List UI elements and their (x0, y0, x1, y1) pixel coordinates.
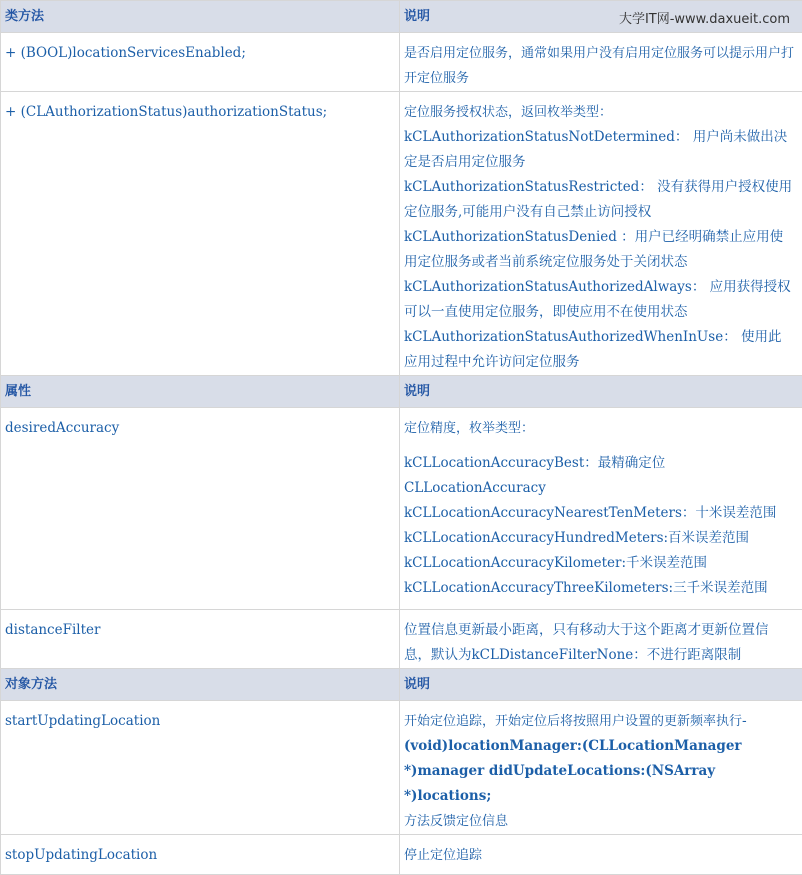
enum-line: kCLAuthorizationStatusNotDetermined： 用户尚未做出决定是否启用定位服务 (404, 125, 794, 175)
property-description: 位置信息更新最小距离，只有移动大于这个距离才更新位置信息，默认为kCLDistanceFilterNone：不进行距离限制 (400, 610, 802, 669)
delegate-signature: (void)locationManager:(CLLocationManager *)manager didUpdateLocations:(NSArray *)locations; (404, 738, 742, 804)
enum-line: CLLocationAccuracy (404, 476, 794, 501)
property-name: desiredAccuracy (1, 408, 400, 610)
enum-line: kCLLocationAccuracyBest：最精确定位 (404, 451, 794, 476)
enum-line: kCLAuthorizationStatusAuthorizedAlways： 应用获得授权可以一直使用定位服务，即使应用不在使用状态 (404, 275, 794, 325)
method-description: 是否启用定位服务，通常如果用户没有启用定位服务可以提示用户打开定位服务 (400, 33, 802, 92)
header-description: 说明 (400, 1, 802, 33)
method-name: + (BOOL)locationServicesEnabled; (1, 33, 400, 92)
method-name: startUpdatingLocation (1, 701, 400, 835)
table-row (1, 610, 802, 669)
header-class-methods: 类方法 (1, 1, 400, 33)
method-description: 停止定位追踪 (400, 835, 802, 875)
property-description (400, 408, 802, 610)
table-row (1, 701, 802, 835)
section-header-properties (1, 376, 802, 408)
section-header-object-methods (1, 669, 802, 701)
description-intro: 定位精度，枚举类型： (404, 416, 794, 441)
description-intro: 定位服务授权状态，返回枚举类型： (404, 100, 794, 125)
enum-line: kCLLocationAccuracyKilometer:千米误差范围 (404, 551, 794, 576)
method-name: + (CLAuthorizationStatus)authorizationStatus; (1, 92, 400, 376)
header-object-methods: 对象方法 (1, 669, 400, 701)
table-row (1, 835, 802, 875)
header-description: 说明 (400, 376, 802, 408)
header-description: 说明 (400, 669, 802, 701)
table-row (1, 408, 802, 610)
description-intro: 开始定位追踪，开始定位后将按照用户设置的更新频率执行- (404, 714, 747, 729)
header-properties: 属性 (1, 376, 400, 408)
enum-line: kCLLocationAccuracyHundredMeters:百米误差范围 (404, 526, 794, 551)
method-description (400, 701, 802, 835)
method-description (400, 92, 802, 376)
table-row (1, 92, 802, 376)
table-row (1, 33, 802, 92)
enum-line: kCLAuthorizationStatusAuthorizedWhenInUse： 使用此应用过程中允许访问定位服务 (404, 325, 794, 375)
enum-line: kCLLocationAccuracyThreeKilometers:三千米误差范围 (404, 576, 794, 601)
description-outro: 方法反馈定位信息 (404, 809, 794, 834)
property-name: distanceFilter (1, 610, 400, 669)
enum-line: kCLLocationAccuracyNearestTenMeters：十米误差范围 (404, 501, 794, 526)
enum-line: kCLAuthorizationStatusRestricted： 没有获得用户授权使用定位服务,可能用户没有自己禁止访问授权 (404, 175, 794, 225)
enum-line: kCLAuthorizationStatusDenied ：用户已经明确禁止应用使用定位服务或者当前系统定位服务处于关闭状态 (404, 225, 794, 275)
method-name: stopUpdatingLocation (1, 835, 400, 875)
site-watermark: 大学IT网-www.daxueit.com (615, 6, 794, 29)
